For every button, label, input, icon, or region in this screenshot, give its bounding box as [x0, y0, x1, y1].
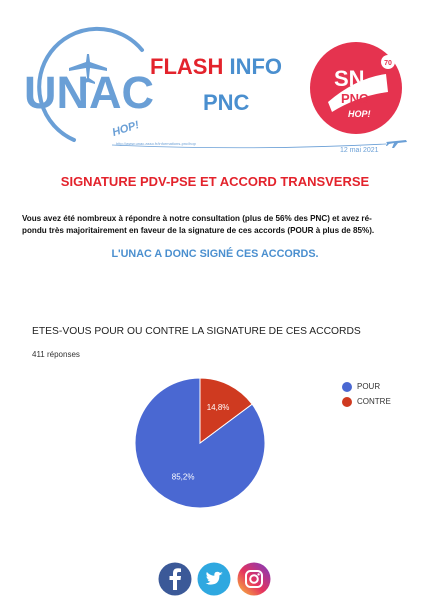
- snpnc-logo-hop: HOP!: [348, 109, 371, 119]
- svg-text:70: 70: [384, 60, 392, 67]
- chart-title: ETES-VOUS POUR OU CONTRE LA SIGNATURE DE CES ACCORDS: [32, 326, 361, 337]
- flash-word: FLASH: [150, 54, 224, 79]
- flash-info-heading: [150, 56, 282, 78]
- signed-statement: L'UNAC A DONC SIGNÉ CES ACCORDS.: [111, 248, 319, 260]
- instagram-icon[interactable]: [237, 562, 271, 596]
- legend-item-pour: [342, 379, 391, 394]
- paragraph-line-1: Vous avez été nombreux à répondre à notre consultation (plus de 56% des PNC) et avez ré-: [22, 214, 372, 223]
- unac-logo-text: UNAC: [24, 67, 154, 118]
- unac-logo-hop: HOP!: [110, 119, 141, 139]
- unac-logo: [14, 20, 156, 146]
- pie-label-pour: 85,2%: [171, 472, 195, 482]
- website-link[interactable]: http://www.unac.asso.fr/informations-pnc/hop: [116, 141, 196, 146]
- pie-chart: [120, 370, 280, 520]
- paragraph-line-2: pondu très majoritairement en faveur de la signature de ces accords (POUR à plus de 85%).: [22, 225, 375, 235]
- legend-dot-contre: [342, 397, 352, 407]
- article-title: SIGNATURE PDV-PSE ET ACCORD TRANSVERSE: [60, 174, 370, 189]
- snpnc-logo-sn: SN: [334, 66, 365, 91]
- legend-dot-pour: [342, 382, 352, 392]
- plane-icon: [384, 135, 408, 149]
- article-paragraph: [22, 213, 408, 236]
- chart-legend: [342, 379, 391, 409]
- legend-item-contre: [342, 394, 391, 409]
- issue-date: 12 mai 2021: [340, 147, 379, 154]
- legend-label-pour: POUR: [357, 382, 381, 391]
- snpnc-logo: [308, 40, 404, 136]
- twitter-icon[interactable]: [197, 562, 231, 596]
- pnc-heading: PNC: [203, 90, 250, 115]
- pie-svg: [120, 370, 280, 520]
- chart-subtitle: 411 réponses: [32, 350, 80, 359]
- info-word: INFO: [229, 54, 283, 79]
- legend-label-contre: CONTRE: [357, 397, 391, 406]
- pie-label-contre: 14,8%: [206, 402, 230, 412]
- facebook-icon[interactable]: [158, 562, 192, 596]
- snpnc-logo-pnc: PNC: [341, 91, 369, 106]
